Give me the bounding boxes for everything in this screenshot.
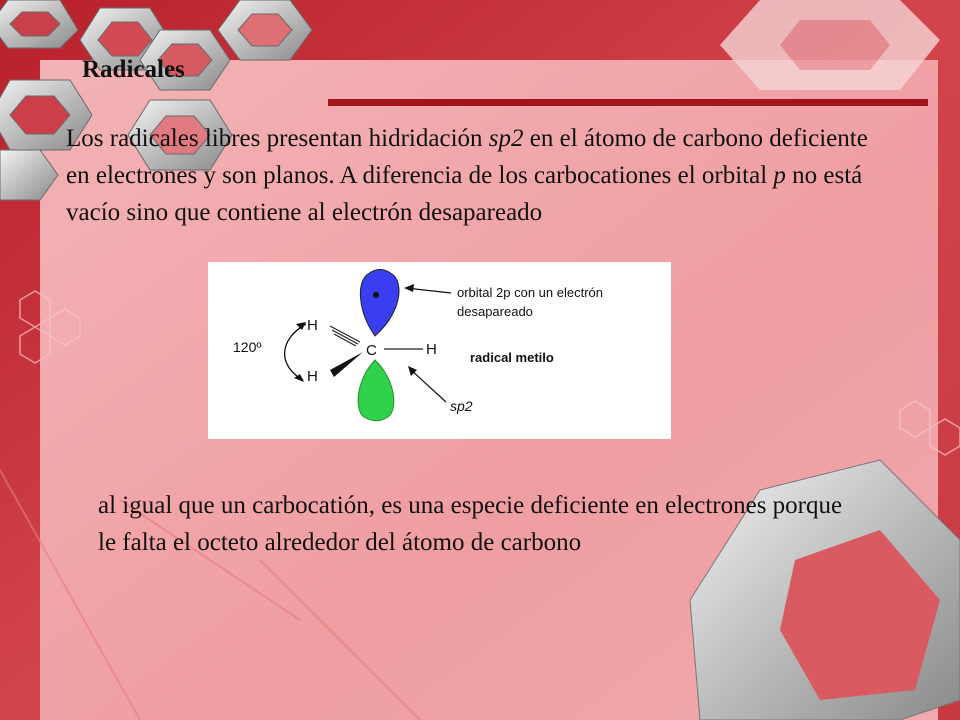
orbital-term: p xyxy=(773,162,786,189)
angle-label: 120º xyxy=(233,339,262,355)
title-underline xyxy=(328,99,928,106)
sp2-arrow xyxy=(410,369,446,402)
p-orbital-bottom xyxy=(358,360,394,421)
hydrogen-right-label: H xyxy=(426,341,437,358)
radical-label: radical metilo xyxy=(470,350,554,365)
intro-text-3: no está vacío sino que contiene al electrón desapareado xyxy=(66,162,863,226)
carbon-atom-label: C xyxy=(366,342,377,359)
p-orbital-top xyxy=(360,270,399,337)
unpaired-electron-dot xyxy=(373,292,379,298)
comparison-paragraph: al igual que un carbocatión, es una especie deficiente en electrones porque le falta el octeto alrededor del átomo de carbono xyxy=(98,492,843,556)
intro-paragraph xyxy=(66,120,896,231)
wedge-bond xyxy=(330,352,363,377)
orbital-label-line2: desapareado xyxy=(457,304,533,319)
intro-text-1: Los radicales libres presentan hidridación xyxy=(66,125,489,152)
angle-arc xyxy=(285,324,306,380)
sp2-label: sp2 xyxy=(450,398,473,414)
methyl-radical-diagram xyxy=(208,262,671,439)
orbital-label-line1: orbital 2p con un electrón xyxy=(457,285,603,300)
intro-text-2: en el átomo de carbono deficiente en electrones y son planos. A diferencia de los carbocationes el orbital xyxy=(66,125,868,189)
hydrogen-top-label: H xyxy=(307,317,318,334)
slide-title: Radicales xyxy=(82,56,185,83)
hydrogen-bottom-label: H xyxy=(307,368,318,385)
hybridization-term: sp2 xyxy=(488,125,524,152)
